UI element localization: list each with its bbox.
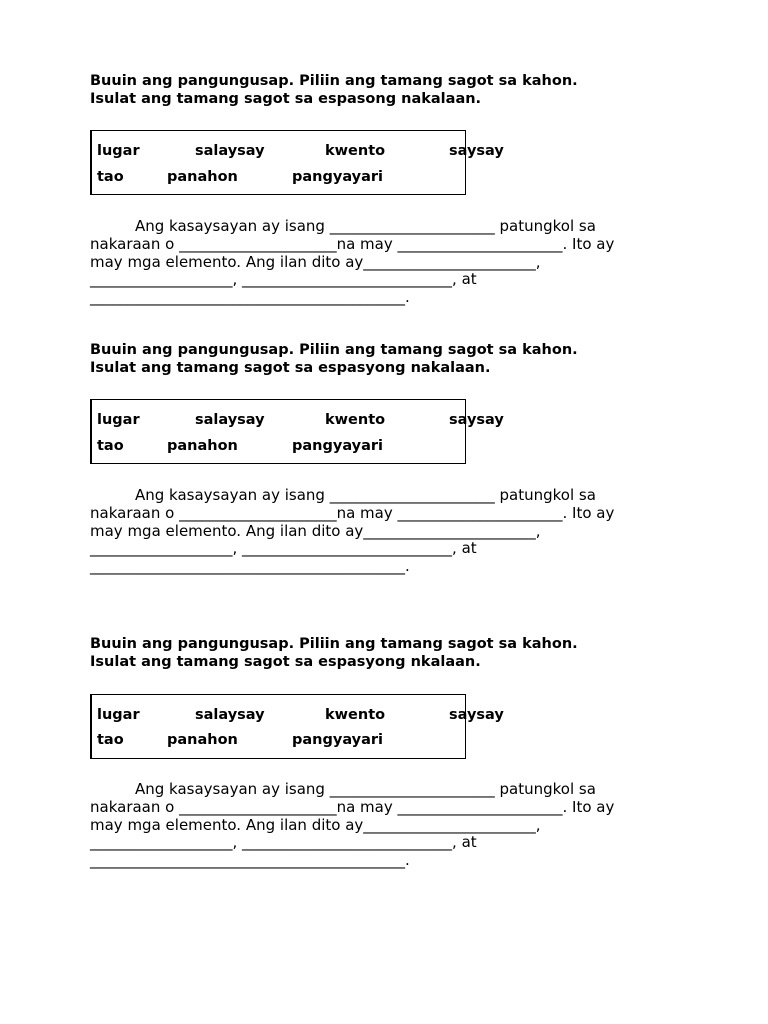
word-bank-box <box>90 694 504 759</box>
instruction-line: Buuin ang pangungusap. Piliin ang tamang sagot sa kahon. <box>90 342 578 358</box>
word-lugar: lugar <box>97 412 140 428</box>
paragraph-line: ___________________, ____________________________, at <box>90 539 477 558</box>
exercise-2 <box>90 341 690 576</box>
instructions <box>90 635 690 671</box>
fill-in-paragraph <box>90 781 614 870</box>
word-saysay: saysay <box>449 707 504 723</box>
word-tao: tao <box>97 169 124 185</box>
word-panahon: panahon <box>167 438 238 454</box>
word-bank-box <box>90 399 504 464</box>
paragraph-line: nakaraan o _____________________na may ______________________. Ito ay <box>90 797 615 816</box>
paragraph-line: Ang kasaysayan ay isang ______________________ patungkol sa <box>135 780 596 798</box>
paragraph-line: nakaraan o _____________________na may ______________________. Ito ay <box>90 503 615 522</box>
instruction-line: Buuin ang pangungusap. Piliin ang tamang sagot sa kahon. <box>90 73 578 89</box>
instructions <box>90 72 690 108</box>
word-tao: tao <box>97 732 124 748</box>
word-saysay: saysay <box>449 143 504 159</box>
paragraph-line: Ang kasaysayan ay isang ______________________ patungkol sa <box>135 217 596 235</box>
word-pangyayari: pangyayari <box>292 732 384 748</box>
word-panahon: panahon <box>167 169 238 185</box>
exercise-3 <box>90 635 690 870</box>
word-kwento: kwento <box>325 143 386 159</box>
word-salaysay: salaysay <box>195 412 265 428</box>
fill-in-paragraph <box>90 487 614 576</box>
word-saysay: saysay <box>449 412 504 428</box>
word-salaysay: salaysay <box>195 143 265 159</box>
paragraph-line: may mga elemento. Ang ilan dito ay_______________________, <box>90 521 541 540</box>
word-pangyayari: pangyayari <box>292 438 384 454</box>
instruction-line: Buuin ang pangungusap. Piliin ang tamang sagot sa kahon. <box>90 636 578 652</box>
instructions <box>90 341 690 377</box>
word-kwento: kwento <box>325 412 386 428</box>
word-panahon: panahon <box>167 732 238 748</box>
instruction-line: Isulat ang tamang sagot sa espasyong nakalaan. <box>90 360 491 376</box>
word-bank-box <box>90 130 504 195</box>
word-tao: tao <box>97 438 124 454</box>
word-lugar: lugar <box>97 143 140 159</box>
paragraph-line: __________________________________________. <box>90 557 410 576</box>
paragraph-line: may mga elemento. Ang ilan dito ay_______________________, <box>90 815 541 834</box>
instruction-line: Isulat ang tamang sagot sa espasyong nkalaan. <box>90 654 481 670</box>
paragraph-line: __________________________________________. <box>90 288 410 307</box>
paragraph-line: may mga elemento. Ang ilan dito ay_______________________, <box>90 252 541 271</box>
paragraph-line: ___________________, ____________________________, at <box>90 833 477 852</box>
paragraph-line: Ang kasaysayan ay isang ______________________ patungkol sa <box>135 486 596 504</box>
word-lugar: lugar <box>97 707 140 723</box>
paragraph-line: __________________________________________. <box>90 851 410 870</box>
exercise-1 <box>90 72 690 307</box>
fill-in-paragraph <box>90 218 614 307</box>
paragraph-line: ___________________, ____________________________, at <box>90 270 477 289</box>
word-kwento: kwento <box>325 707 386 723</box>
paragraph-line: nakaraan o _____________________na may ______________________. Ito ay <box>90 234 615 253</box>
word-pangyayari: pangyayari <box>292 169 384 185</box>
word-salaysay: salaysay <box>195 707 265 723</box>
instruction-line: Isulat ang tamang sagot sa espasong nakalaan. <box>90 91 482 107</box>
